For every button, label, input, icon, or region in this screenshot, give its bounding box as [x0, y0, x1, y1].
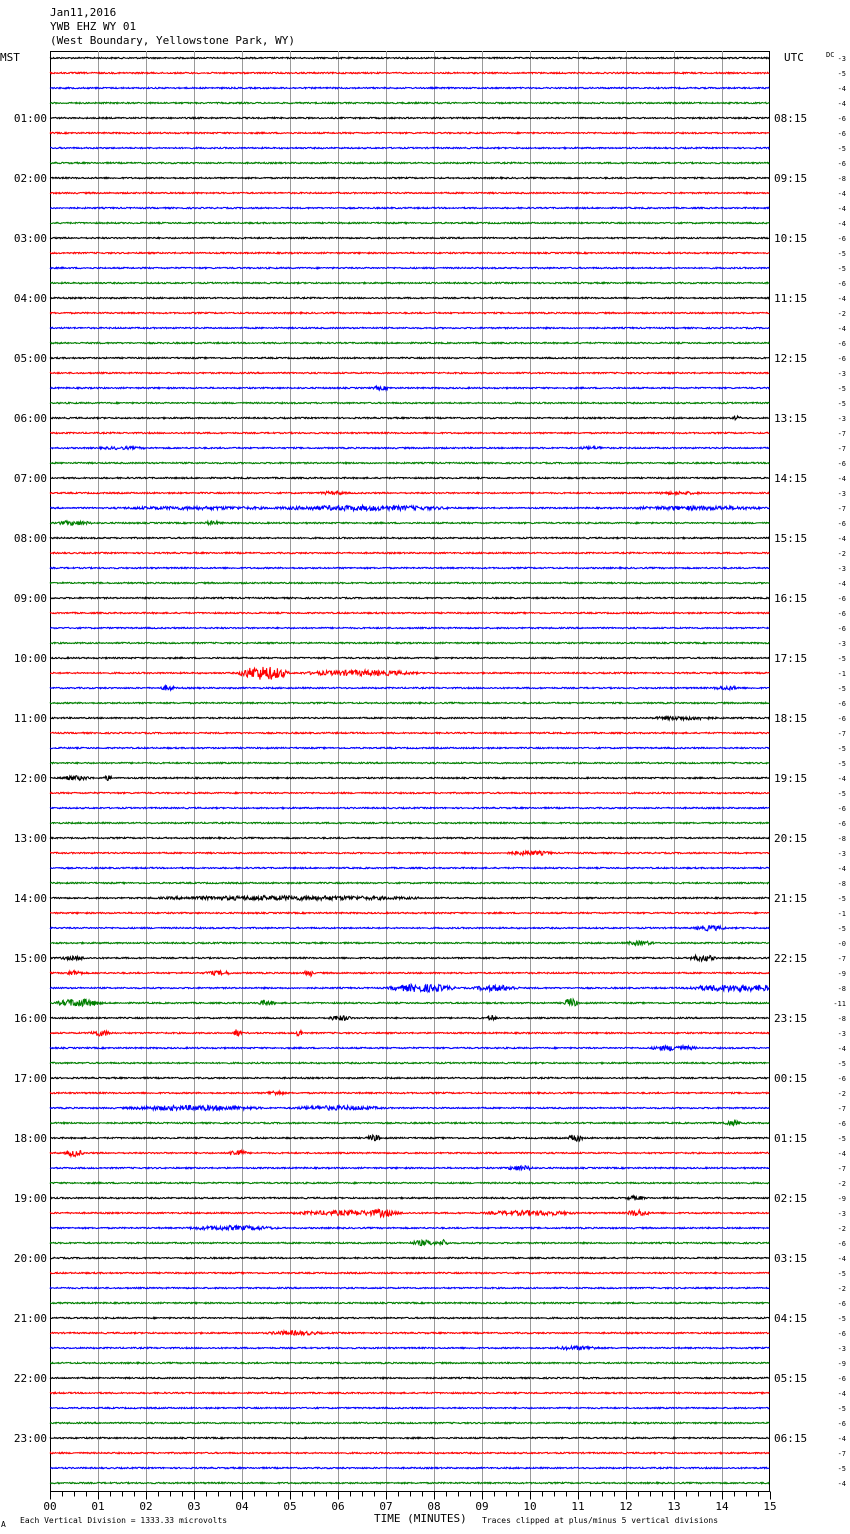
dc-offset-label: -5	[837, 265, 846, 273]
utc-hour-label: 13:15	[774, 412, 808, 425]
dc-offset-label: -7	[837, 430, 846, 438]
seismic-trace	[50, 1226, 769, 1231]
dc-offset-label: -6	[837, 115, 846, 123]
seismic-trace	[50, 1346, 769, 1350]
seismic-trace	[50, 297, 769, 298]
seismic-trace	[50, 762, 769, 763]
dc-offset-label: -5	[837, 1465, 846, 1473]
seismic-trace	[50, 1077, 769, 1078]
dc-offset-label: -4	[837, 1435, 846, 1443]
seismic-trace	[50, 851, 769, 855]
seismic-trace	[50, 1287, 769, 1288]
seismic-trace	[50, 1437, 769, 1438]
seismic-trace	[50, 1196, 769, 1201]
x-tick-label: 03	[187, 1500, 201, 1513]
seismic-trace	[50, 1422, 769, 1423]
dc-offset-label: -5	[837, 70, 846, 78]
mst-hour-label: 14:00	[13, 892, 47, 905]
dc-offset-label: -8	[837, 1015, 846, 1023]
dc-offset-label: -4	[837, 190, 846, 198]
seismic-trace	[50, 162, 769, 163]
dc-offset-label: -5	[837, 1135, 846, 1143]
mst-hour-label: 08:00	[13, 532, 47, 545]
x-tick-label: 07	[379, 1500, 393, 1513]
dc-offset-label: -6	[837, 715, 846, 723]
seismic-trace	[50, 926, 769, 931]
dc-offset-label: -1	[837, 910, 846, 918]
seismic-trace	[50, 1240, 769, 1246]
x-tick-label: 09	[475, 1500, 489, 1513]
mst-hour-label: 19:00	[13, 1192, 47, 1205]
x-tick-label: 14	[715, 1500, 729, 1513]
seismic-trace	[50, 685, 769, 690]
seismic-trace	[50, 1135, 769, 1141]
dc-offset-label: -5	[837, 925, 846, 933]
x-tick-label: 10	[523, 1500, 537, 1513]
dc-offset-label: -6	[837, 820, 846, 828]
seismic-trace	[50, 312, 769, 313]
utc-hour-label: 00:15	[774, 1072, 808, 1085]
utc-hour-label: 18:15	[774, 712, 808, 725]
dc-offset-labels	[833, 55, 846, 1488]
seismic-trace	[50, 327, 769, 328]
dc-offset-label: -4	[837, 325, 846, 333]
x-tick-label: 02	[139, 1500, 153, 1513]
utc-hour-label: 04:15	[774, 1312, 808, 1325]
mst-hour-label: 21:00	[13, 1312, 47, 1325]
utc-hour-label: 02:15	[774, 1192, 808, 1205]
header-station: YWB EHZ WY 01	[50, 20, 137, 33]
seismic-trace	[50, 147, 769, 148]
dc-offset-label: -6	[837, 1420, 846, 1428]
dc-offset-label: -7	[837, 730, 846, 738]
seismic-trace	[50, 1121, 769, 1126]
seismic-trace	[50, 642, 769, 643]
seismic-trace	[50, 177, 769, 178]
mst-hour-label: 16:00	[13, 1012, 47, 1025]
dc-offset-label: -7	[837, 955, 846, 963]
utc-hour-label: 19:15	[774, 772, 808, 785]
seismic-trace	[50, 342, 769, 343]
seismic-trace	[50, 386, 769, 390]
dc-offset-label: -5	[837, 400, 846, 408]
dc-offset-label: -8	[837, 835, 846, 843]
dc-offset-label: -5	[837, 1315, 846, 1323]
dc-offset-label: -6	[837, 280, 846, 288]
dc-offset-label: -7	[837, 1105, 846, 1113]
x-axis-title: TIME (MINUTES)	[374, 1512, 467, 1525]
left-axis-title: MST	[0, 51, 20, 64]
x-tick-label: 05	[283, 1500, 297, 1513]
x-tick-label: 11	[571, 1500, 585, 1513]
seismic-trace	[50, 837, 769, 838]
x-tick-label: 00	[43, 1500, 57, 1513]
seismic-trace	[50, 72, 769, 73]
seismic-trace	[50, 896, 769, 901]
utc-hour-label: 05:15	[774, 1372, 808, 1385]
seismic-trace	[50, 477, 769, 478]
seismic-trace	[50, 882, 769, 883]
dc-offset-label: -6	[837, 130, 846, 138]
dc-offset-label: -5	[837, 685, 846, 693]
x-tick-label: 04	[235, 1500, 249, 1513]
seismic-trace	[50, 117, 769, 118]
mst-hour-label: 02:00	[13, 172, 47, 185]
utc-hour-label: 17:15	[774, 652, 808, 665]
dc-offset-label: -4	[837, 1390, 846, 1398]
dc-offset-label: -5	[837, 790, 846, 798]
corner-mark: A	[1, 1520, 6, 1529]
dc-offset-label: -5	[837, 250, 846, 258]
seismic-trace	[50, 372, 769, 373]
dc-offset-label: -0	[837, 940, 846, 948]
right-axis-title: UTC	[784, 51, 804, 64]
utc-hour-label: 20:15	[774, 832, 808, 845]
dc-offset-label: -6	[837, 1330, 846, 1338]
dc-offset-label: -3	[837, 640, 846, 648]
seismic-trace	[50, 776, 769, 781]
dc-offset-label: -5	[837, 745, 846, 753]
seismic-trace	[50, 984, 769, 992]
dc-offset-label: -5	[837, 1270, 846, 1278]
utc-hour-label: 01:15	[774, 1132, 808, 1145]
dc-offset-label: -5	[837, 1060, 846, 1068]
seismic-trace	[50, 702, 769, 703]
dc-offset-label: -3	[837, 370, 846, 378]
seismic-trace	[50, 807, 769, 808]
utc-hour-label: 06:15	[774, 1432, 808, 1445]
seismic-trace	[50, 1029, 769, 1036]
seismic-trace	[50, 521, 769, 525]
seismic-trace	[50, 357, 769, 358]
seismic-trace	[50, 912, 769, 913]
seismic-trace	[50, 237, 769, 238]
seismic-trace	[50, 1105, 769, 1110]
dc-offset-label: -4	[837, 475, 846, 483]
x-axis	[43, 1492, 776, 1514]
dc-offset-label: -4	[837, 775, 846, 783]
seismic-trace	[50, 87, 769, 88]
seismic-trace	[50, 941, 769, 945]
utc-hour-label: 08:15	[774, 112, 808, 125]
utc-hour-label: 22:15	[774, 952, 808, 965]
seismic-trace	[50, 222, 769, 223]
seismic-trace	[50, 627, 769, 628]
seismic-trace	[50, 462, 769, 463]
dc-offset-label: -4	[837, 865, 846, 873]
mst-hour-label: 13:00	[13, 832, 47, 845]
dc-offset-label: -2	[837, 1285, 846, 1293]
mst-hour-label: 01:00	[13, 112, 47, 125]
seismic-trace	[50, 132, 769, 133]
dc-offset-label: -11	[833, 1000, 846, 1008]
seismic-trace	[50, 192, 769, 193]
seismic-trace	[50, 432, 769, 433]
dc-offset-label: -6	[837, 700, 846, 708]
seismic-trace	[50, 747, 769, 748]
dc-offset-label: -6	[837, 1300, 846, 1308]
seismic-trace	[50, 1362, 769, 1363]
dc-offset-label: -6	[837, 1075, 846, 1083]
mst-hour-label: 15:00	[13, 952, 47, 965]
scale-note: Each Vertical Division = 1333.33 microvolts	[20, 1516, 228, 1525]
dc-label: DC	[826, 51, 835, 59]
dc-offset-label: -2	[837, 310, 846, 318]
seismic-trace	[50, 1331, 769, 1335]
seismic-trace	[50, 1257, 769, 1258]
dc-offset-label: -3	[837, 850, 846, 858]
mst-hour-labels	[14, 112, 47, 1445]
x-tick-label: 01	[91, 1500, 105, 1513]
mst-hour-label: 20:00	[13, 1252, 47, 1265]
dc-offset-label: -2	[837, 1180, 846, 1188]
dc-offset-label: -5	[837, 655, 846, 663]
dc-offset-label: -4	[837, 220, 846, 228]
seismic-trace	[50, 491, 769, 494]
dc-offset-label: -4	[837, 1255, 846, 1263]
dc-offset-label: -6	[837, 340, 846, 348]
utc-hour-labels	[774, 112, 807, 1445]
mst-hour-label: 17:00	[13, 1072, 47, 1085]
mst-hour-label: 10:00	[13, 652, 47, 665]
dc-offset-label: -8	[837, 880, 846, 888]
seismic-trace	[50, 1467, 769, 1468]
seismic-trace	[50, 505, 769, 510]
seismic-trace	[50, 1272, 769, 1273]
dc-offset-label: -3	[837, 415, 846, 423]
seismic-trace	[50, 252, 769, 253]
dc-offset-label: -4	[837, 1150, 846, 1158]
utc-hour-label: 23:15	[774, 1012, 808, 1025]
seismic-trace	[50, 867, 769, 868]
dc-offset-label: -6	[837, 1120, 846, 1128]
seismic-trace	[50, 1302, 769, 1303]
seismic-trace	[50, 537, 769, 538]
dc-offset-label: -6	[837, 610, 846, 618]
seismic-trace	[50, 716, 769, 720]
dc-offset-label: -7	[837, 1450, 846, 1458]
dc-offset-label: -6	[837, 1240, 846, 1248]
dc-offset-label: -3	[837, 1210, 846, 1218]
seismic-trace	[50, 57, 769, 58]
dc-offset-label: -6	[837, 460, 846, 468]
utc-hour-label: 14:15	[774, 472, 808, 485]
dc-offset-label: -3	[837, 490, 846, 498]
seismic-trace	[50, 1150, 769, 1156]
seismic-trace	[50, 1482, 769, 1483]
dc-offset-label: -5	[837, 1405, 846, 1413]
dc-offset-label: -9	[837, 1360, 846, 1368]
header-location: (West Boundary, Yellowstone Park, WY)	[50, 34, 296, 47]
seismic-trace	[50, 998, 769, 1006]
mst-hour-label: 06:00	[13, 412, 47, 425]
seismic-trace	[50, 1062, 769, 1063]
mst-hour-label: 04:00	[13, 292, 47, 305]
mst-hour-label: 18:00	[13, 1132, 47, 1145]
dc-offset-label: -8	[837, 175, 846, 183]
mst-hour-label: 03:00	[13, 232, 47, 245]
seismic-trace	[50, 732, 769, 733]
seismic-trace	[50, 1166, 769, 1171]
seismic-trace	[50, 1209, 769, 1217]
seismic-trace	[50, 1452, 769, 1453]
dc-offset-label: -4	[837, 535, 846, 543]
seismic-trace	[50, 446, 769, 449]
seismic-trace	[50, 971, 769, 977]
x-tick-label: 15	[763, 1500, 777, 1513]
seismic-trace	[50, 282, 769, 283]
utc-hour-label: 10:15	[774, 232, 808, 245]
dc-offset-label: -6	[837, 805, 846, 813]
dc-offset-label: -5	[837, 385, 846, 393]
dc-offset-label: -5	[837, 145, 846, 153]
dc-offset-label: -9	[837, 970, 846, 978]
dc-offset-label: -3	[837, 1345, 846, 1353]
dc-offset-label: -3	[837, 55, 846, 63]
dc-offset-label: -5	[837, 760, 846, 768]
mst-hour-label: 12:00	[13, 772, 47, 785]
seismic-trace	[50, 1091, 769, 1094]
dc-offset-label: -4	[837, 1045, 846, 1053]
dc-offset-label: -2	[837, 1090, 846, 1098]
seismic-trace	[50, 792, 769, 793]
seismic-trace	[50, 1392, 769, 1393]
seismic-trace	[50, 1015, 769, 1020]
trace-group	[50, 57, 769, 1483]
seismic-trace	[50, 1182, 769, 1183]
dc-offset-label: -7	[837, 445, 846, 453]
mst-hour-label: 07:00	[13, 472, 47, 485]
dc-offset-label: -6	[837, 595, 846, 603]
dc-offset-label: -4	[837, 85, 846, 93]
dc-offset-label: -2	[837, 1225, 846, 1233]
utc-hour-label: 21:15	[774, 892, 808, 905]
utc-hour-label: 11:15	[774, 292, 808, 305]
mst-hour-label: 05:00	[13, 352, 47, 365]
mst-hour-label: 09:00	[13, 592, 47, 605]
dc-offset-label: -7	[837, 505, 846, 513]
dc-offset-label: -6	[837, 625, 846, 633]
dc-offset-label: -2	[837, 550, 846, 558]
dc-offset-label: -4	[837, 580, 846, 588]
dc-offset-label: -6	[837, 235, 846, 243]
seismic-trace	[50, 1317, 769, 1318]
dc-offset-label: -8	[837, 985, 846, 993]
dc-offset-label: -4	[837, 295, 846, 303]
seismic-trace	[50, 1377, 769, 1378]
dc-offset-label: -1	[837, 670, 846, 678]
header-date: Jan11,2016	[50, 6, 117, 19]
seismic-trace	[50, 597, 769, 598]
dc-offset-label: -4	[837, 100, 846, 108]
x-tick-label: 06	[331, 1500, 345, 1513]
dc-offset-label: -6	[837, 1375, 846, 1383]
dc-offset-label: -9	[837, 1195, 846, 1203]
dc-offset-label: -5	[837, 895, 846, 903]
seismic-trace	[50, 582, 769, 583]
dc-offset-label: -6	[837, 355, 846, 363]
mst-hour-label: 11:00	[13, 712, 47, 725]
seismic-trace	[50, 612, 769, 613]
x-tick-label: 13	[667, 1500, 681, 1513]
dc-offset-label: -6	[837, 520, 846, 528]
seismic-trace	[50, 667, 769, 680]
seismic-trace	[50, 207, 769, 208]
seismic-trace	[50, 1046, 769, 1051]
mst-hour-label: 23:00	[13, 1432, 47, 1445]
seismic-trace	[50, 102, 769, 103]
seismic-trace	[50, 416, 769, 420]
seismic-trace	[50, 955, 769, 961]
seismic-trace	[50, 552, 769, 553]
dc-offset-label: -3	[837, 565, 846, 573]
seismic-trace	[50, 402, 769, 403]
utc-hour-label: 12:15	[774, 352, 808, 365]
dc-offset-label: -4	[837, 1480, 846, 1488]
seismic-trace	[50, 1407, 769, 1408]
utc-hour-label: 03:15	[774, 1252, 808, 1265]
seismic-trace	[50, 657, 769, 658]
seismic-trace	[50, 567, 769, 568]
dc-offset-label: -3	[837, 1030, 846, 1038]
x-tick-label: 12	[619, 1500, 633, 1513]
seismic-trace	[50, 822, 769, 823]
utc-hour-label: 15:15	[774, 532, 808, 545]
dc-offset-label: -4	[837, 205, 846, 213]
x-tick-label: 08	[427, 1500, 441, 1513]
clip-note: Traces clipped at plus/minus 5 vertical divisions	[482, 1516, 719, 1525]
utc-hour-label: 16:15	[774, 592, 808, 605]
seismic-trace	[50, 267, 769, 268]
utc-hour-label: 09:15	[774, 172, 808, 185]
mst-hour-label: 22:00	[13, 1372, 47, 1385]
dc-offset-label: -6	[837, 160, 846, 168]
dc-offset-label: -7	[837, 1165, 846, 1173]
